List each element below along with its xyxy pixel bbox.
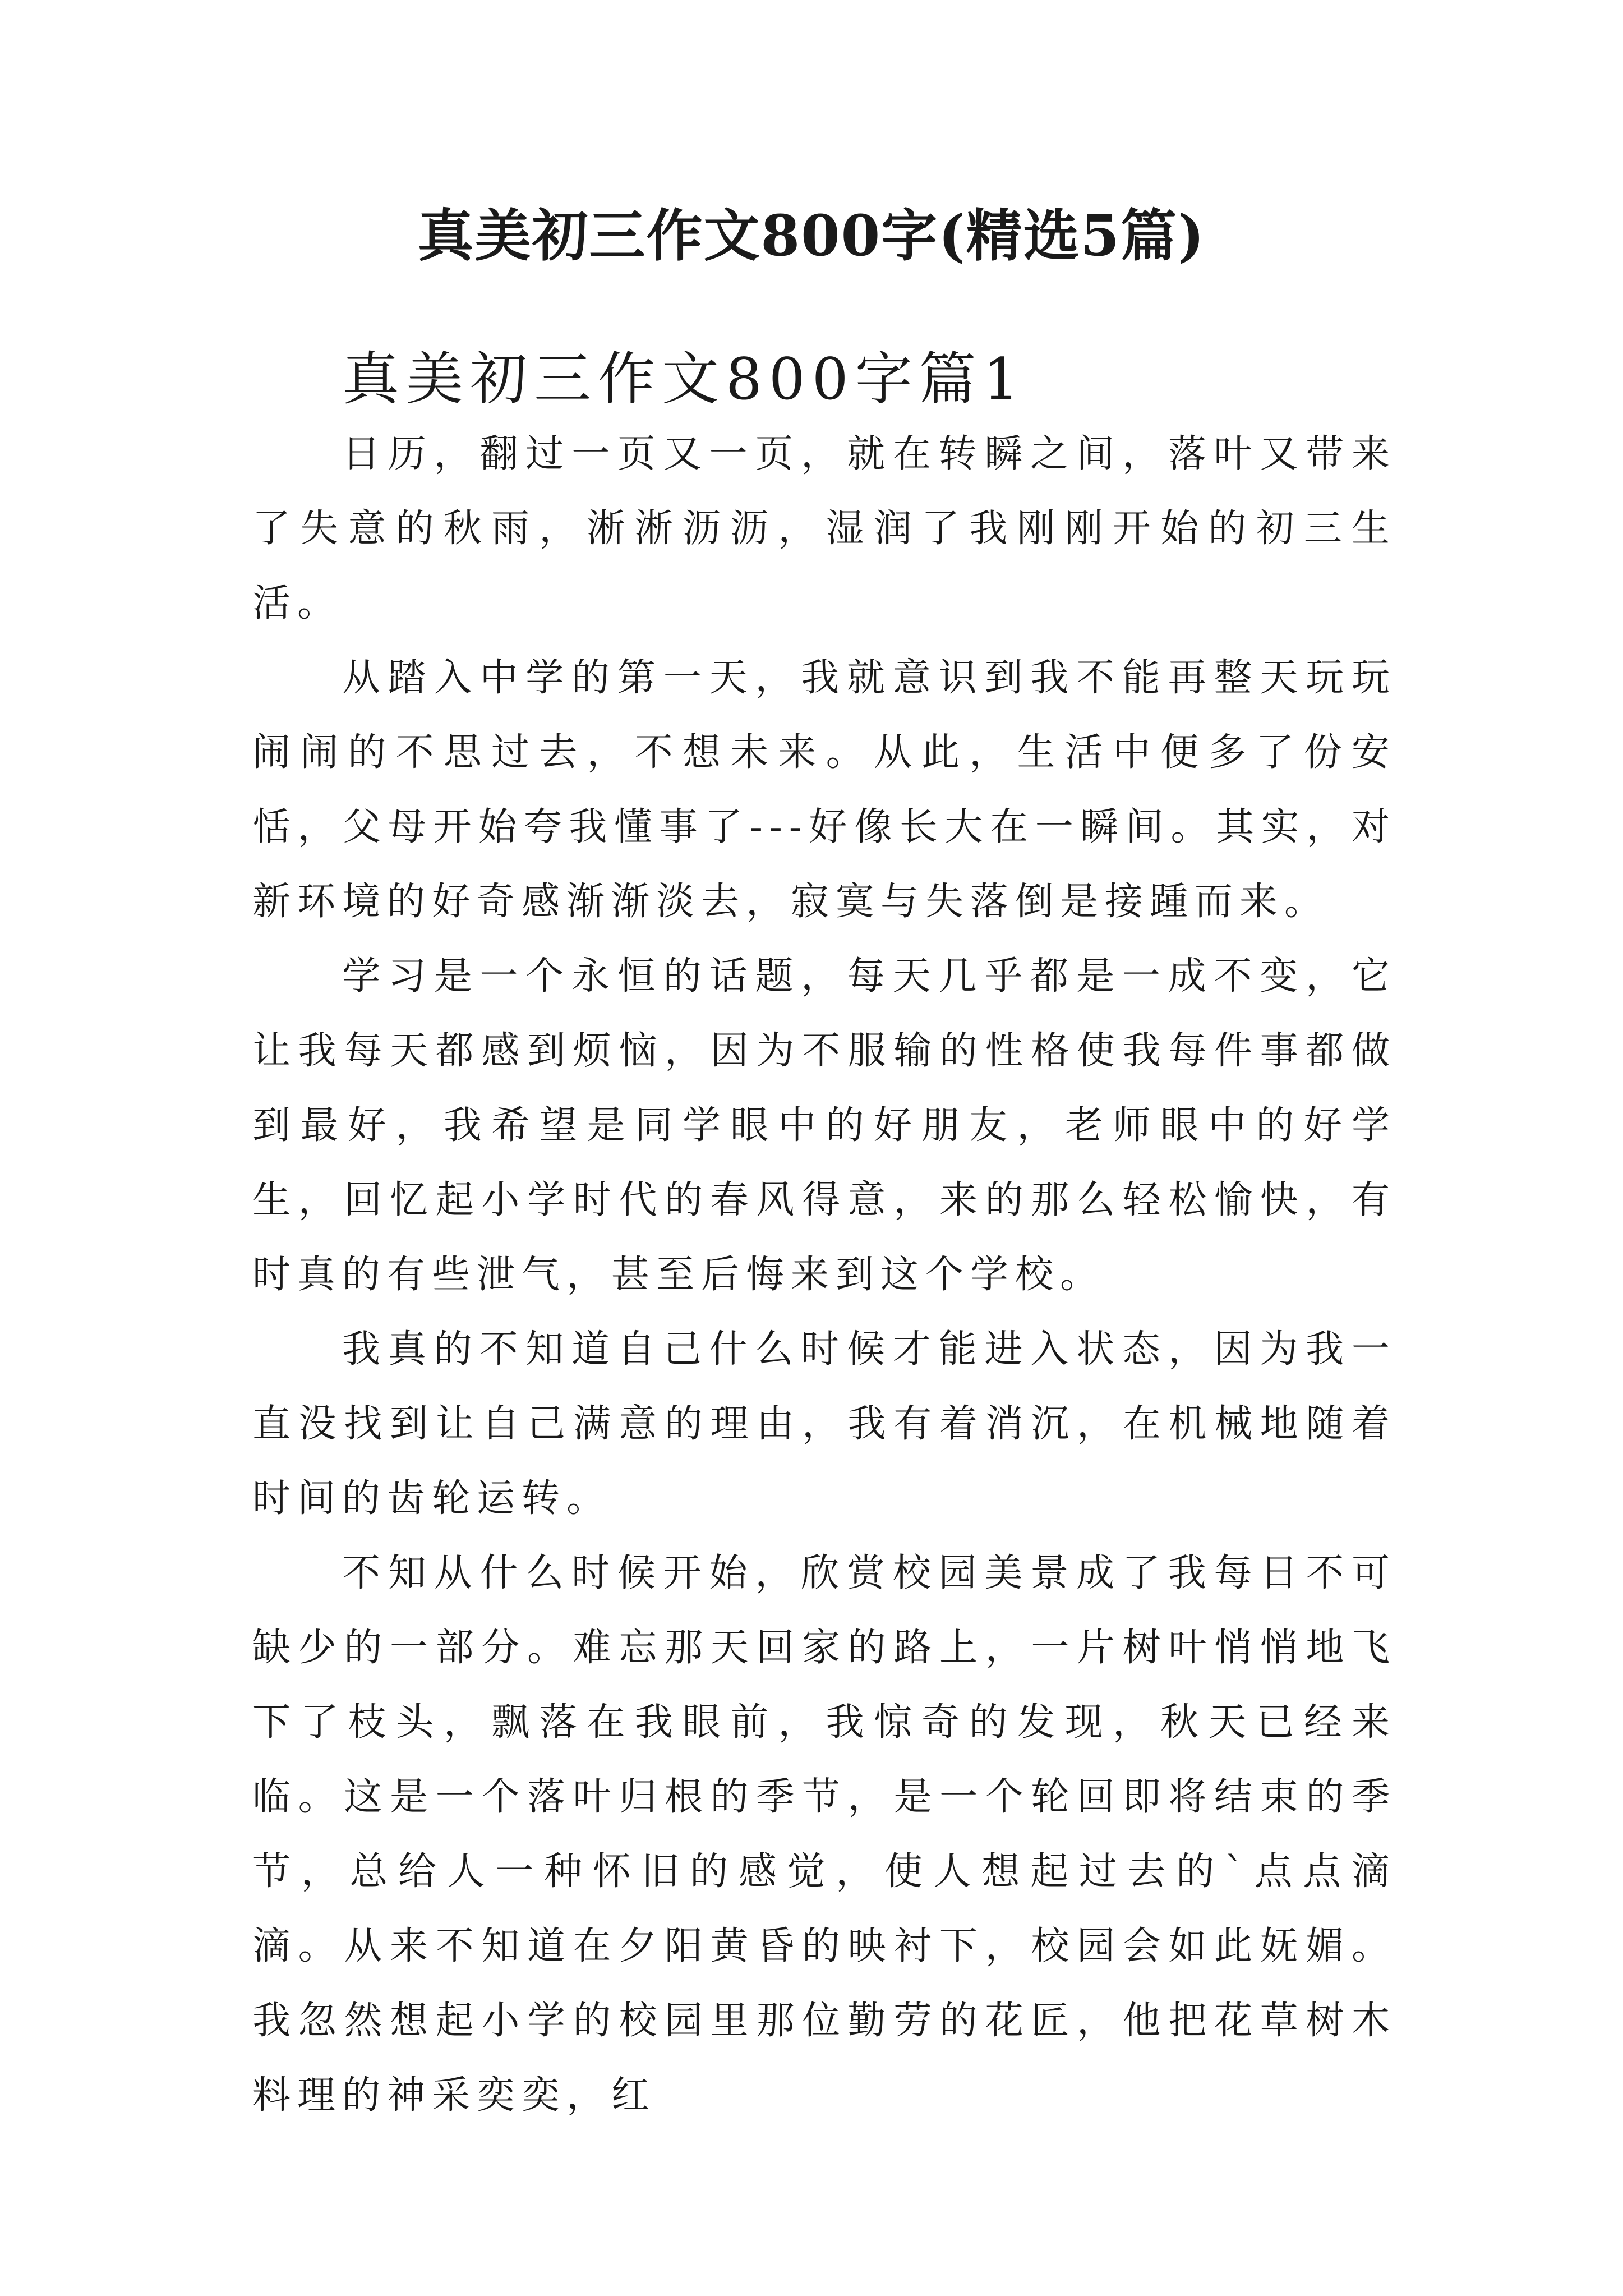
document-body [252,342,1396,2133]
section-heading: 真美初三作文800字篇1 [342,346,1026,413]
paragraph-1: 日历，翻过一页又一页，就在转瞬之间，落叶又带来了失意的秋雨，淅淅沥沥，湿润了我刚刚开始的初三生活。 [252,432,1396,625]
paragraph-4: 我真的不知道自己什么时候才能进入状态，因为我一直没找到让自己满意的理由，我有着消沉，在机械地随着时间的齿轮运转。 [252,1327,1396,1521]
paragraph-2: 从踏入中学的第一天，我就意识到我不能再整天玩玩闹闹的不思过去，不想未来。从此，生活中便多了份安恬，父母开始夸我懂事了---好像长大在一瞬间。其实，对新环境的好奇感渐渐淡去，寂寞与失落倒是接踵而来。 [252,656,1396,924]
document-title: 真美初三作文800字(精选5篇) [417,203,1206,269]
paragraph-5: 不知从什么时候开始，欣赏校园美景成了我每日不可缺少的一部分。难忘那天回家的路上，一片树叶悄悄地飞下了枝头，飘落在我眼前，我惊奇的发现，秋天已经来临。这是一个落叶归根的季节，是一个轮回即将结束的季节，总给人一种怀旧的感觉，使人想起过去的`点点滴滴。从来不知道在夕阳黄昏的映衬下，校园会如此妩媚。我忽然想起小学的校园里那位勤劳的花匠，他把花草树木料理的神采奕奕，红 [252,1551,1396,2118]
paragraph-3: 学习是一个永恒的话题，每天几乎都是一成不变，它让我每天都感到烦恼，因为不服输的性格使我每件事都做到最好，我希望是同学眼中的好朋友，老师眼中的好学生，回忆起小学时代的春风得意，来的那么轻松愉快，有时真的有些泄气，甚至后悔来到这个学校。 [252,954,1396,1297]
